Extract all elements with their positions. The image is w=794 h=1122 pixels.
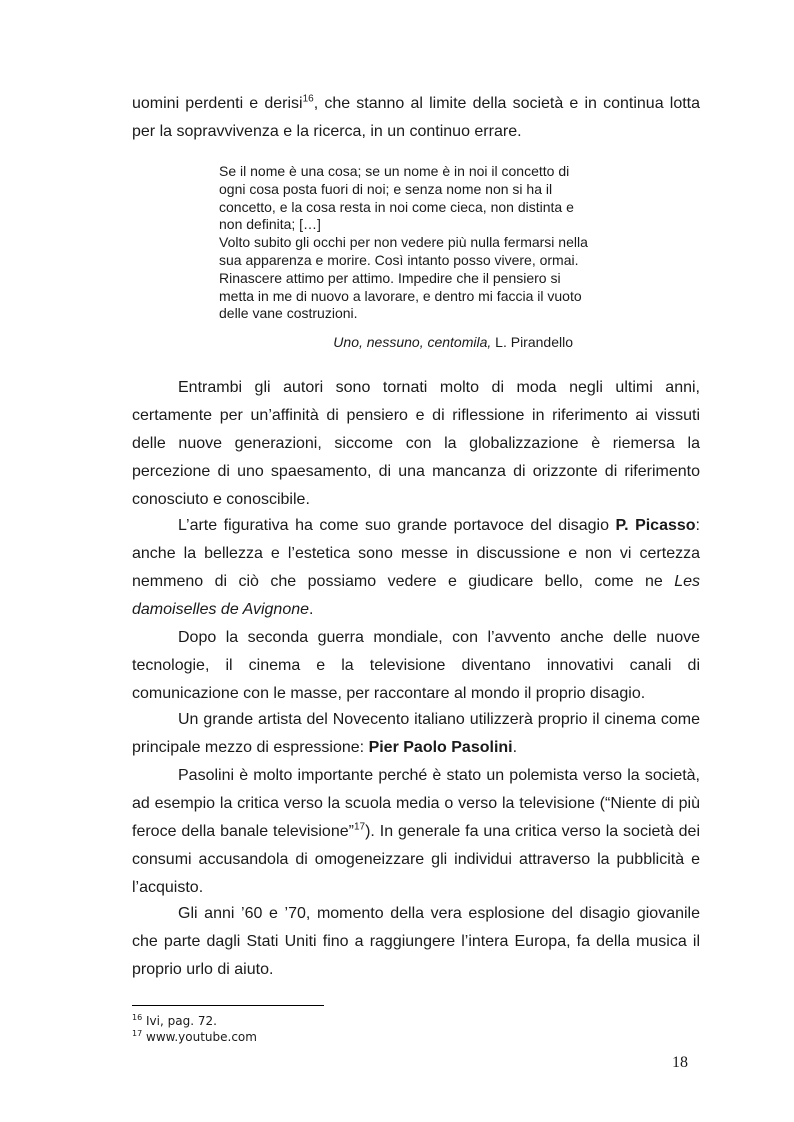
quote-part-1: Se il nome è una cosa; se un nome è in noi il concetto di ogni cosa posta fuori di noi; e senza nome non si ha il concetto, e la cosa resta in noi come cieca, non distinta e non definita; […] xyxy=(219,163,574,233)
footnote-ref-17: 17 xyxy=(353,821,366,833)
para3-text-cont: : anche la bellezza e l’estetica sono messe in discussione e non vi certezza nemmeno di ciò che possiamo vedere e giudicare bello, come ne xyxy=(132,517,700,590)
quote-attribution xyxy=(219,333,573,351)
footnote-17 xyxy=(132,1030,257,1044)
quote-part-2: Volto subito gli occhi per non vedere più nulla fermarsi nella sua apparenza e morire. Così intanto posso vivere, ormai. Rinascere attimo per attimo. Impedire che il pensiero si metta in me di nuovo a lavorare, e dentro mi faccia il vuoto delle vane costruzioni. xyxy=(219,234,588,322)
block-quote xyxy=(219,163,599,323)
para1-text-cont: , che stanno al limite della società e in continua lotta per la sopravvivenza e la ricerca, in un continuo errare. xyxy=(132,95,700,140)
paragraph-4: Dopo la seconda guerra mondiale, con l’avvento anche delle nuove tecnologie, il cinema e la televisione diventano innovativi canali di comunicazione con le masse, per raccontare al mondo il proprio disagio. xyxy=(132,629,700,702)
paragraph-5 xyxy=(132,706,700,762)
para3-text: L’arte figurativa ha come suo grande portavoce del disagio xyxy=(178,517,616,534)
para6-text-cont: ). In generale fa una critica verso la società dei consumi accusandola di omogeneizzare gli individui attraverso la pubblicità e l’acquisto. xyxy=(132,823,700,896)
para6-text: Pasolini è molto importante perché è stato un polemista verso la società, ad esempio la critica verso la scuola media o verso la televisione (“Niente di più feroce della banale televisione” xyxy=(132,767,700,840)
page-number: 18 xyxy=(672,1054,688,1071)
paragraph-1 xyxy=(132,90,700,146)
footnote-16 xyxy=(132,1014,217,1028)
paragraph-2: Entrambi gli autori sono tornati molto di moda negli ultimi anni, certamente per un’affinità di pensiero e di riflessione in riferimento ai vissuti delle nuove generazioni, siccome con la globalizzazione è riemersa la percezione di uno spaesamento, di una mancanza di orizzonte di riferimento conosciuto e conoscibile. xyxy=(132,379,700,508)
para5-end: . xyxy=(512,739,518,756)
artwork-title: Les damoiselles de Avignone xyxy=(132,573,700,618)
picasso-name: P. Picasso xyxy=(615,517,696,534)
footnote-ref-16: 16 xyxy=(302,93,314,105)
footnote-text: www.youtube.com xyxy=(142,1030,257,1044)
footnote-number: 17 xyxy=(132,1029,143,1038)
paragraph-7: Gli anni ’60 e ’70, momento della vera esplosione del disagio giovanile che parte dagli Stati Uniti fino a raggiungere l’intera Europa, fa della musica il proprio urlo di aiuto. xyxy=(132,905,700,978)
attribution-author: L. Pirandello xyxy=(491,334,573,350)
para1-text: uomini perdenti e derisi xyxy=(132,95,303,112)
footnote-separator xyxy=(132,1005,324,1006)
para5-text: Un grande artista del Novecento italiano utilizzerà proprio il cinema come principale mezzo di espressione: xyxy=(132,711,700,756)
paragraph-6 xyxy=(132,762,700,902)
pasolini-name: Pier Paolo Pasolini xyxy=(368,739,513,756)
para3-end: . xyxy=(309,601,314,618)
attribution-title: Uno, nessuno, centomila, xyxy=(333,334,492,350)
footnote-text: Ivi, pag. 72. xyxy=(142,1014,217,1028)
paragraph-3 xyxy=(132,512,700,624)
footnote-number: 16 xyxy=(132,1013,143,1022)
